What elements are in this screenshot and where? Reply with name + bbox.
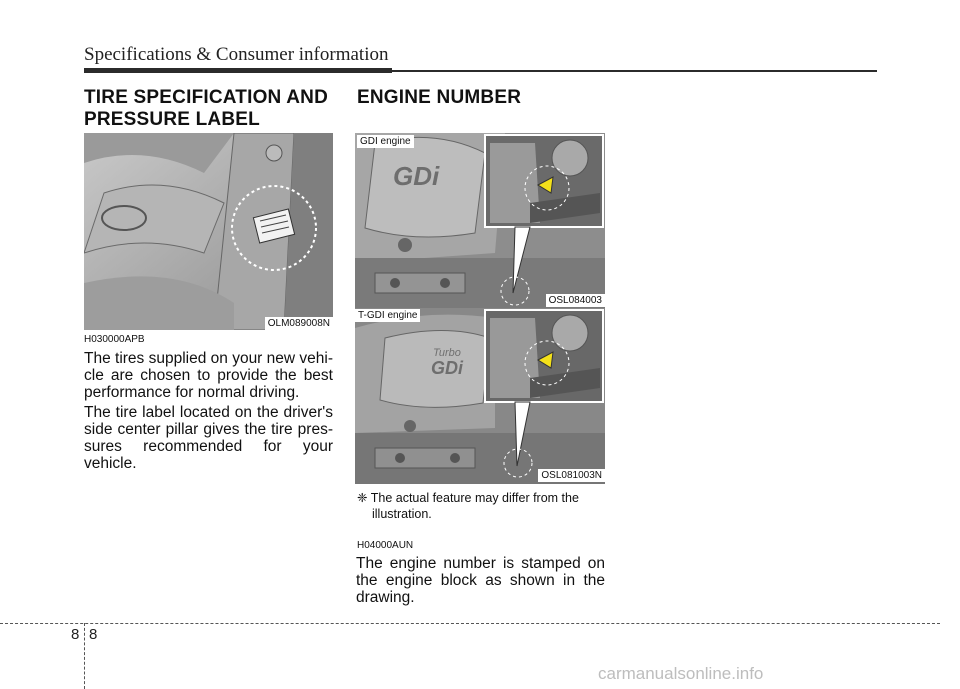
tire-paragraph-2: The tire label located on the driver's side center pillar gives the tire pres-sures recommended for your vehicle. — [84, 404, 333, 472]
header-rule-thick — [84, 68, 392, 73]
tire-heading — [84, 87, 328, 131]
tgdi-engine-illustration — [355, 308, 605, 484]
engine-section-code: H04000AUN — [357, 540, 414, 551]
note-line-1: The actual feature may differ from the — [370, 491, 579, 505]
gdi-engine-illustration — [355, 133, 605, 309]
svg-text:GDi: GDi — [431, 358, 464, 378]
tgdi-engine-tag: T-GDI engine — [355, 309, 420, 322]
tire-section-code: H030000APB — [84, 334, 145, 345]
gdi-image-code: OSL084003 — [546, 294, 605, 307]
header-rule-thin — [392, 70, 877, 72]
svg-text:Turbo: Turbo — [433, 347, 461, 359]
note-symbol: ❈ — [357, 491, 368, 505]
watermark: carmanualsonline.info — [598, 664, 764, 683]
illustration-note — [357, 490, 607, 522]
tire-paragraph-1: The tires supplied on your new vehi-cle are chosen to provide the best performance for normal driving. — [84, 350, 333, 401]
gdi-engine-tag: GDI engine — [357, 135, 414, 148]
tire-image-code: OLM089008N — [265, 317, 333, 330]
engine-number-heading: ENGINE NUMBER — [357, 87, 522, 108]
footer-dashed-divider — [84, 623, 85, 689]
tgdi-image-code: OSL081003N — [538, 469, 605, 482]
engine-paragraph: The engine number is stamped on the engine block as shown in the drawing. — [356, 555, 605, 606]
tire-heading-line1: TIRE SPECIFICATION AND — [84, 87, 329, 108]
tire-heading-line2: PRESSURE LABEL — [84, 109, 260, 130]
footer-dashed-rule — [0, 623, 940, 624]
section-header-title: Specifications & Consumer information — [84, 44, 389, 65]
gdi-engine-drawing — [355, 133, 605, 309]
page-number-left: 8 — [71, 626, 80, 643]
page-number-right: 8 — [89, 626, 98, 643]
tire-label-illustration — [84, 133, 333, 330]
door-pillar-drawing — [84, 133, 333, 330]
note-line-2: illustration. — [372, 507, 432, 521]
tgdi-engine-drawing — [355, 308, 605, 484]
svg-text:GDi: GDi — [393, 161, 440, 191]
